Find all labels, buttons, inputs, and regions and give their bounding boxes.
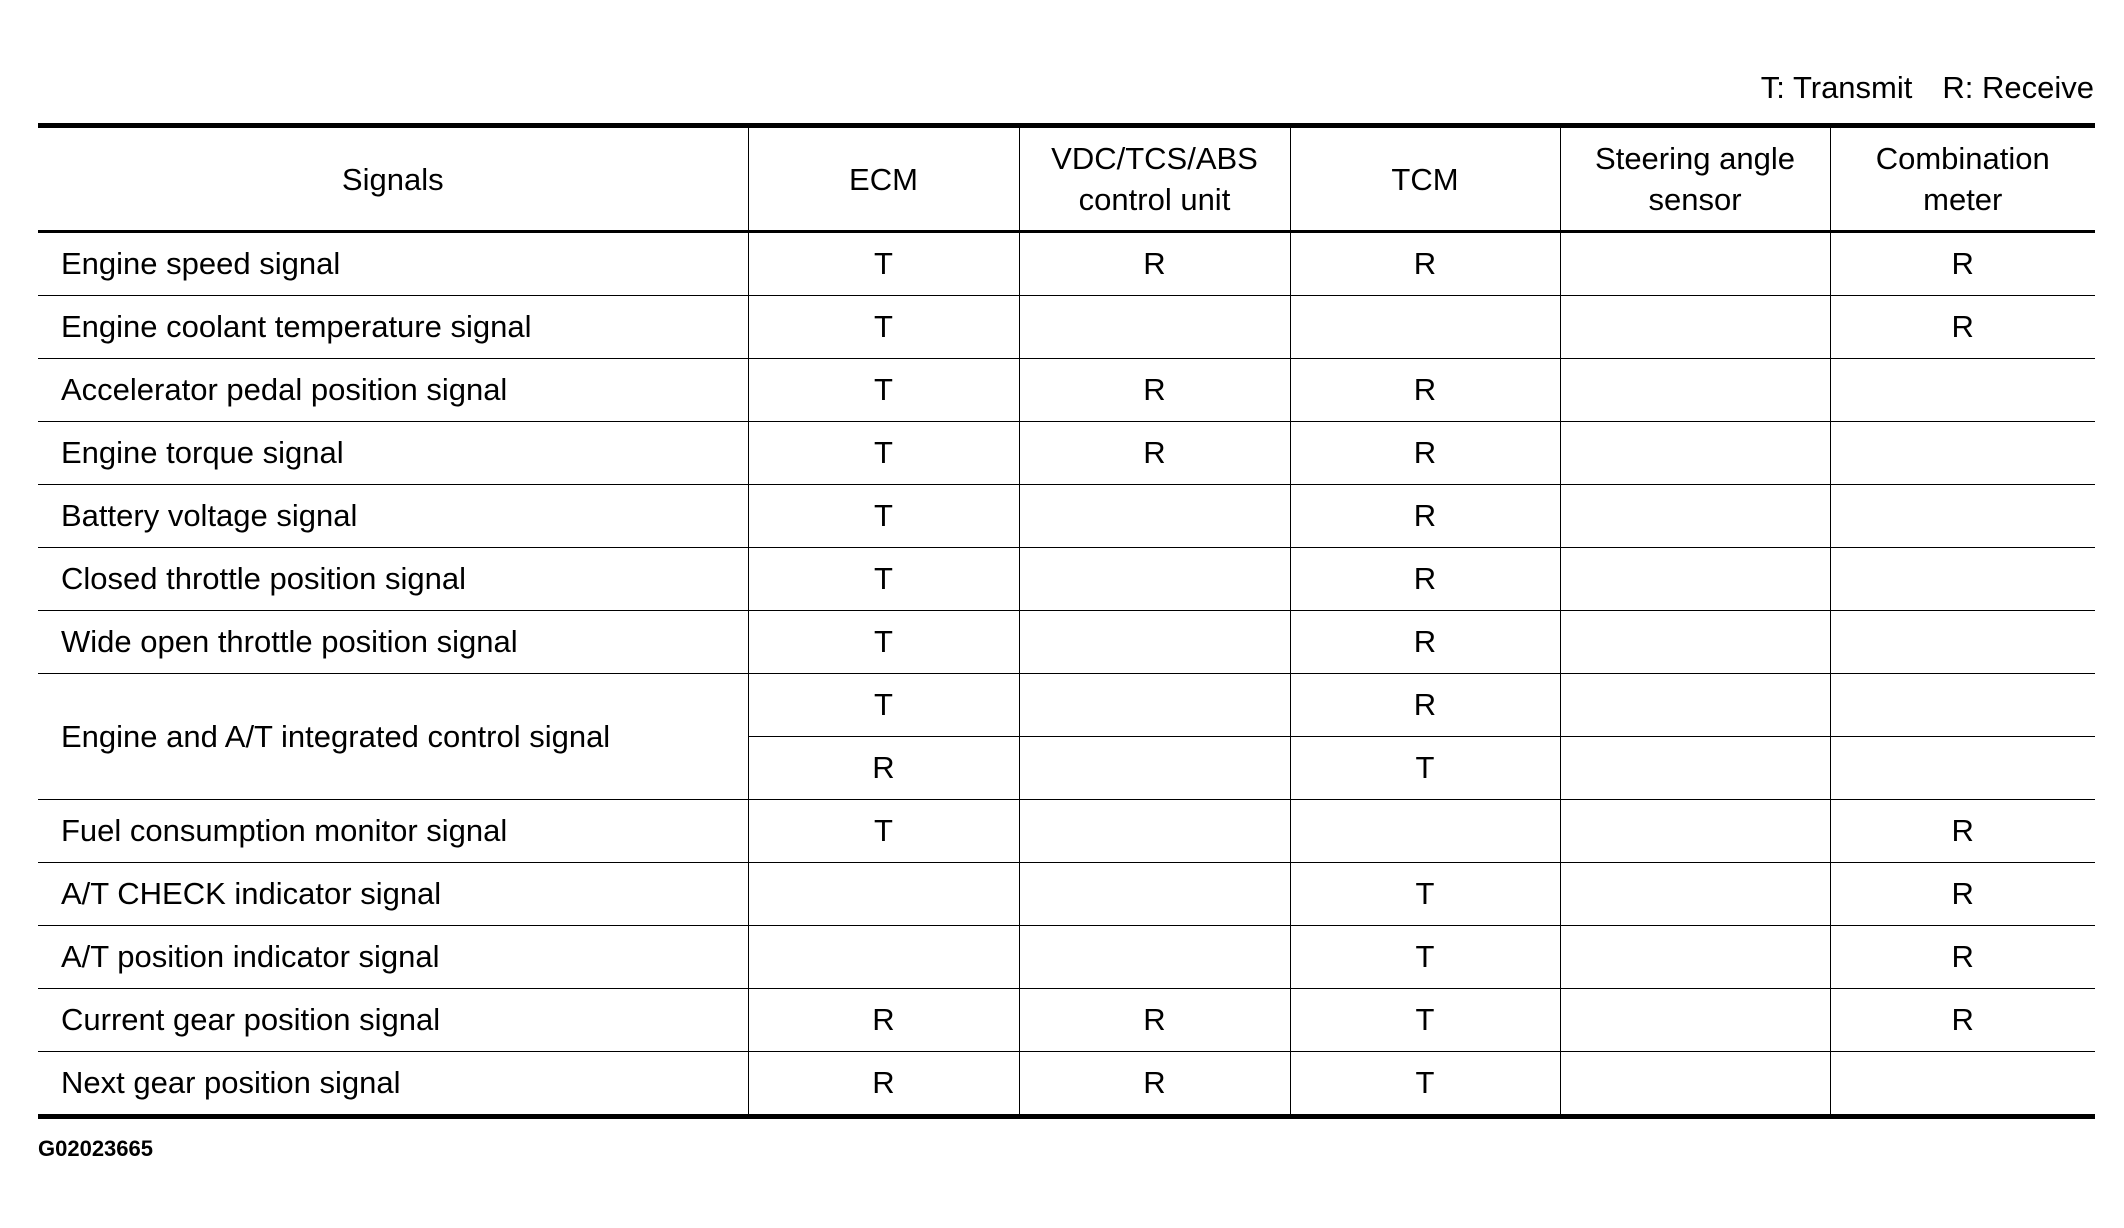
value-cell (1560, 611, 1830, 674)
header-signals (38, 126, 748, 232)
value-cell (1830, 611, 2095, 674)
value-cell: T (748, 422, 1019, 485)
header-text-line: meter (1923, 182, 2003, 217)
value-cell (1019, 296, 1290, 359)
value-cell: R (748, 989, 1019, 1052)
value-cell: R (1019, 422, 1290, 485)
signal-name-cell: Engine speed signal (38, 232, 748, 296)
figure-id: G02023665 (38, 1136, 153, 1161)
header-text-line: control unit (1078, 182, 1231, 217)
header-row (38, 126, 2095, 232)
value-cell (1830, 548, 2095, 611)
value-cell (1560, 800, 1830, 863)
value-cell: T (748, 296, 1019, 359)
signal-name-cell: Engine coolant temperature signal (38, 296, 748, 359)
header-text-line: ECM (849, 161, 918, 197)
value-cell: R (1290, 548, 1560, 611)
signal-name-cell: Engine torque signal (38, 422, 748, 485)
header-combination-meter (1830, 126, 2095, 232)
table-row (38, 863, 2095, 926)
header-text-line: VDC/TCS/ABS (1051, 141, 1258, 176)
signal-name-cell: A/T position indicator signal (38, 926, 748, 989)
table-row (38, 548, 2095, 611)
value-cell: R (748, 1052, 1019, 1117)
table-row (38, 485, 2095, 548)
value-cell (1830, 422, 2095, 485)
signal-name-cell: Fuel consumption monitor signal (38, 800, 748, 863)
value-cell: R (1019, 989, 1290, 1052)
value-cell (1019, 926, 1290, 989)
value-cell: R (1290, 611, 1560, 674)
value-cell: R (1830, 800, 2095, 863)
table-row (38, 674, 2095, 737)
signal-name-cell: Engine and A/T integrated control signal (38, 674, 748, 800)
value-cell (1560, 296, 1830, 359)
value-cell (1830, 674, 2095, 737)
value-cell (748, 863, 1019, 926)
value-cell: R (1290, 674, 1560, 737)
value-cell (1560, 863, 1830, 926)
signal-name-cell: Closed throttle position signal (38, 548, 748, 611)
header-text-line: sensor (1648, 182, 1742, 217)
value-cell: T (748, 674, 1019, 737)
value-cell (748, 926, 1019, 989)
value-cell: T (1290, 989, 1560, 1052)
value-cell: R (1830, 926, 2095, 989)
value-cell (1830, 359, 2095, 422)
header-text-line: Combination (1875, 141, 2050, 176)
value-cell: T (1290, 863, 1560, 926)
value-cell: R (1019, 1052, 1290, 1117)
value-cell (1830, 1052, 2095, 1117)
value-cell: R (1290, 422, 1560, 485)
signal-name-cell: Next gear position signal (38, 1052, 748, 1117)
value-cell (1019, 674, 1290, 737)
value-cell: R (1830, 863, 2095, 926)
table-row (38, 422, 2095, 485)
signal-name-cell: Wide open throttle position signal (38, 611, 748, 674)
value-cell: R (1019, 232, 1290, 296)
value-cell: R (1019, 359, 1290, 422)
legend-receive: R: Receive (1942, 70, 2094, 105)
signal-name-cell: Battery voltage signal (38, 485, 748, 548)
value-cell: R (1290, 232, 1560, 296)
table-body (38, 232, 2095, 1117)
value-cell (1560, 674, 1830, 737)
value-cell (1290, 296, 1560, 359)
signal-name-cell: Accelerator pedal position signal (38, 359, 748, 422)
value-cell: T (748, 232, 1019, 296)
value-cell (1560, 232, 1830, 296)
value-cell (1290, 800, 1560, 863)
value-cell (1019, 611, 1290, 674)
table-row (38, 359, 2095, 422)
value-cell: T (748, 485, 1019, 548)
can-signal-table (38, 123, 2095, 1119)
header-ecm (748, 126, 1019, 232)
transmit-receive-legend (1761, 70, 2094, 106)
value-cell: T (748, 611, 1019, 674)
table-row (38, 611, 2095, 674)
value-cell: R (1830, 989, 2095, 1052)
value-cell: R (1830, 296, 2095, 359)
value-cell: T (748, 548, 1019, 611)
value-cell (1560, 548, 1830, 611)
value-cell: R (1830, 232, 2095, 296)
value-cell (1560, 926, 1830, 989)
value-cell: R (1290, 485, 1560, 548)
value-cell (1830, 485, 2095, 548)
table-row (38, 296, 2095, 359)
value-cell: T (1290, 1052, 1560, 1117)
table-row (38, 232, 2095, 296)
value-cell (1560, 422, 1830, 485)
table-row (38, 800, 2095, 863)
value-cell: T (748, 359, 1019, 422)
value-cell (1560, 359, 1830, 422)
header-text-line: Steering angle (1595, 141, 1795, 176)
signal-name-cell: A/T CHECK indicator signal (38, 863, 748, 926)
signal-name-cell: Current gear position signal (38, 989, 748, 1052)
table-row (38, 926, 2095, 989)
value-cell (1560, 1052, 1830, 1117)
value-cell: T (1290, 737, 1560, 800)
value-cell: T (1290, 926, 1560, 989)
value-cell (1019, 800, 1290, 863)
legend-transmit: T: Transmit (1760, 70, 1913, 105)
header-vdc-tcs-abs (1019, 126, 1290, 232)
value-cell (1019, 737, 1290, 800)
signal-table-container (38, 123, 2095, 1119)
header-tcm (1290, 126, 1560, 232)
header-text-line: TCM (1391, 161, 1459, 197)
table-row (38, 989, 2095, 1052)
table-row (38, 1052, 2095, 1117)
value-cell (1019, 863, 1290, 926)
header-steering-angle-sensor (1560, 126, 1830, 232)
value-cell (1560, 737, 1830, 800)
value-cell: T (748, 800, 1019, 863)
value-cell: R (748, 737, 1019, 800)
value-cell (1019, 485, 1290, 548)
value-cell (1019, 548, 1290, 611)
value-cell: R (1290, 359, 1560, 422)
value-cell (1560, 485, 1830, 548)
value-cell (1560, 989, 1830, 1052)
value-cell (1830, 737, 2095, 800)
header-text-line: Signals (341, 161, 444, 197)
